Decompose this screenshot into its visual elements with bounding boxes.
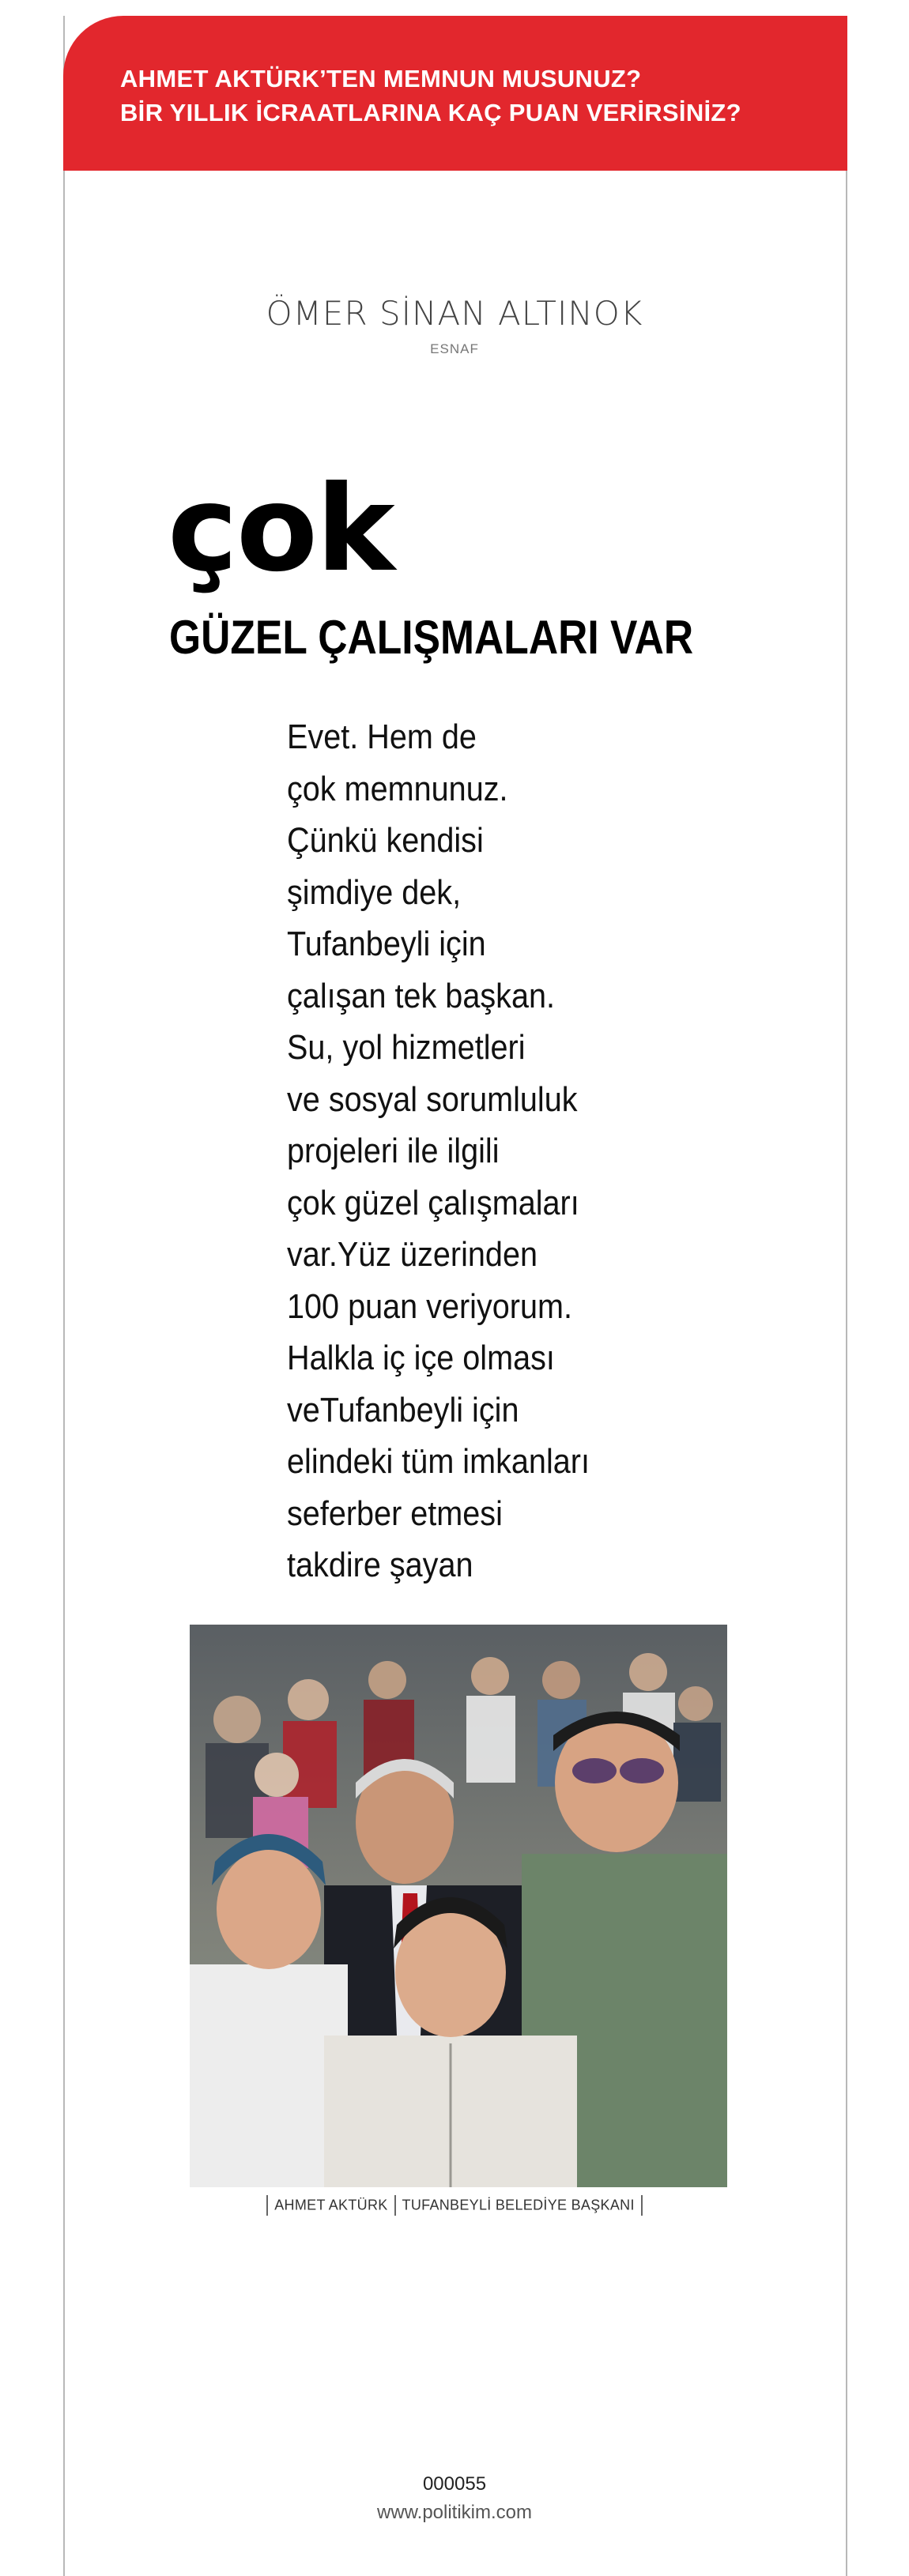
- banner-question-2: BİR YILLIK İCRAATLARINA KAÇ PUAN VERİRSİNİZ?: [120, 99, 741, 126]
- caption-divider: [641, 2195, 643, 2216]
- banner-question-1: AHMET AKTÜRK’TEN MEMNUN MUSUNUZ?: [120, 65, 642, 92]
- quote-line: 100 puan veriyorum.: [287, 1286, 573, 1326]
- header-banner: [63, 16, 847, 171]
- quote-line: var.Yüz üzerinden: [287, 1235, 537, 1274]
- quote-line: elindeki tüm imkanları: [287, 1442, 590, 1481]
- website-url: www.politikim.com: [376, 2502, 533, 2523]
- quote-line: projeleri ile ilgili: [287, 1132, 500, 1170]
- headline-sub: GÜZEL ÇALIŞMALARI VAR: [169, 611, 694, 664]
- mayor-photo: [190, 1625, 727, 2187]
- author-role: ESNAF: [430, 341, 479, 356]
- caption-name: AHMET AKTÜRK: [274, 2197, 388, 2213]
- headline-big: çok: [168, 461, 394, 598]
- quote-line: ve sosyal sorumluluk: [287, 1079, 578, 1119]
- quote-line: çalışan tek başkan.: [287, 976, 556, 1015]
- caption-title: TUFANBEYLİ BELEDİYE BAŞKANI: [402, 2197, 635, 2213]
- quote-line: veTufanbeyli için: [287, 1390, 519, 1429]
- quote-line: çok memnunuz.: [287, 769, 508, 808]
- caption-divider: [394, 2195, 396, 2216]
- quote-line: çok güzel çalışmaları: [287, 1183, 579, 1222]
- quote-line: takdire şayan: [287, 1546, 473, 1584]
- page-code: 000055: [422, 2473, 487, 2495]
- quote-line: Su, yol hizmetleri: [287, 1028, 526, 1067]
- caption-divider: [266, 2195, 268, 2216]
- quote-line: Tufanbeyli için: [287, 925, 486, 963]
- quote-line: Çünkü kendisi: [287, 821, 484, 860]
- quote-line: seferber etmesi: [287, 1493, 503, 1533]
- quote-line: Evet. Hem de: [287, 717, 477, 756]
- author-name: ÖMER SİNAN ALTINOK: [266, 294, 643, 333]
- photo-caption: [0, 2195, 909, 2216]
- quote-line: Halkla iç içe olması: [287, 1339, 555, 1377]
- quote-line: şimdiye dek,: [287, 872, 462, 912]
- quote-body: [287, 711, 590, 1591]
